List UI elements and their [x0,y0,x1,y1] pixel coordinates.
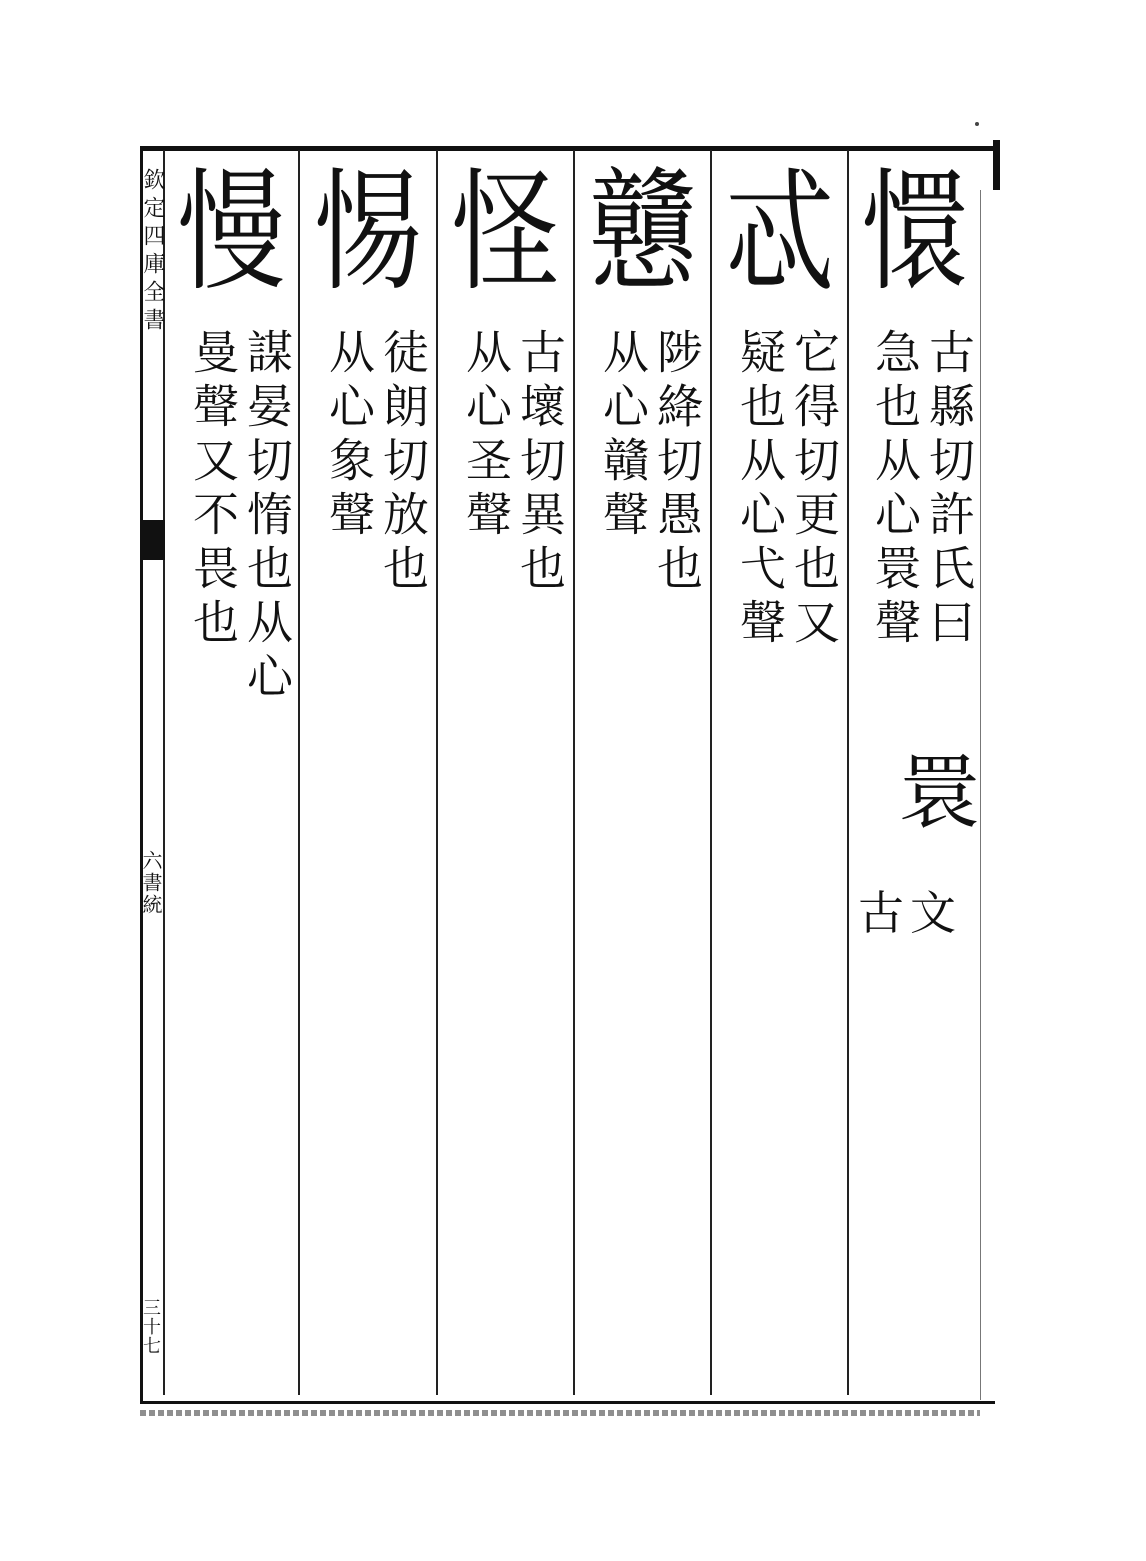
gloss-line [868,328,922,652]
entry-gloss [733,328,841,652]
entry-variant [886,750,979,830]
seal-headword: 戇 [588,157,697,310]
seal-headword: 忒 [725,157,834,310]
entry-gloss [868,328,976,652]
gloss-line: 从心象聲 [322,328,376,544]
entry-column-6 [165,150,298,1395]
entry-column-2 [712,150,847,1395]
margin-book-title: 六書統 [139,850,163,916]
margin-title: 欽定四庫全書 [140,168,165,336]
gloss-line: 徒朗切放也 [376,328,430,598]
seal-headword: 懁 [860,157,969,310]
gloss-line: 从心贛聲 [596,328,650,544]
seal-headword: 怪 [451,157,560,310]
gloss-line: 陟絳切愚也 [650,328,704,598]
entry-gloss [596,328,704,598]
gloss-line: 曼聲又不畏也 [186,328,240,652]
gloss-line-text: 急也从心睘聲 [868,328,922,652]
gloss-line: 謀晏切惰也从心 [240,328,294,706]
speck [975,122,979,126]
variant-label: 古文 [858,886,962,940]
entry-column-1 [849,150,980,1395]
fishtail-mark [143,520,165,560]
gloss-line: 古縣切許氏曰 [922,328,976,652]
variant-note [858,886,962,940]
gloss-line: 从心圣聲 [459,328,513,544]
margin-page-number: 三十七 [140,1298,161,1355]
variant-seal [886,750,979,830]
seal-variant-glyph: 睘 [886,750,979,830]
gloss-line: 古壞切異也 [513,328,567,598]
entry-gloss [186,328,294,706]
entry-gloss [322,328,430,598]
entry-gloss [459,328,567,598]
bottom-print-strip [140,1410,980,1416]
seal-headword: 慢 [177,157,286,310]
frame-right-mark [993,140,1000,190]
outer-thin-rule [980,190,981,1400]
entry-column-3 [575,150,710,1395]
gloss-line: 它得切更也又 [787,328,841,652]
gloss-line: 疑也从心弋聲 [733,328,787,652]
entry-column-5 [300,150,436,1395]
entry-column-4 [438,150,573,1395]
seal-headword: 惕 [313,157,422,310]
margin-column [139,150,165,1395]
